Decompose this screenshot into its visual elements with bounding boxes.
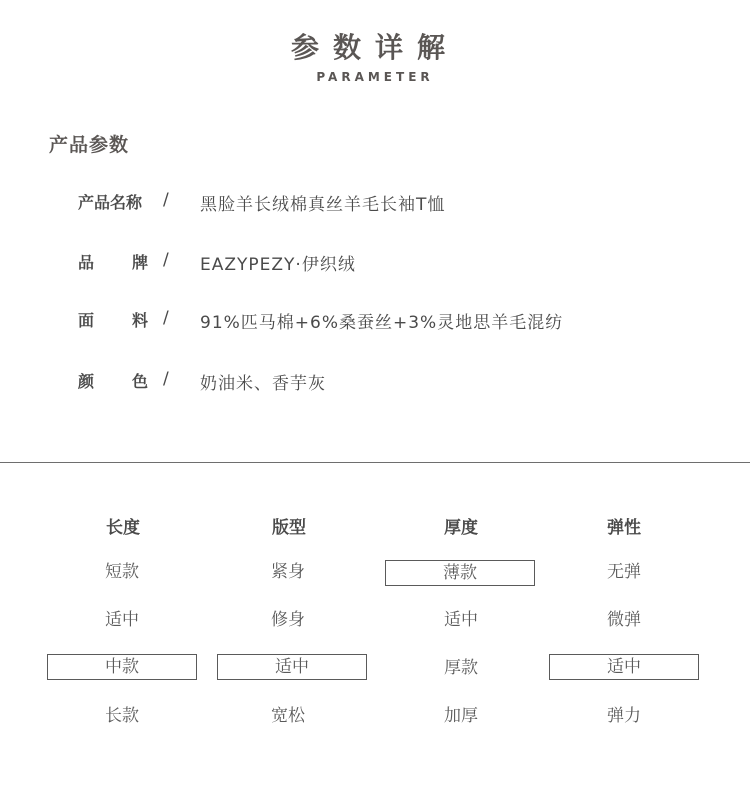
attr-option-selected: 适中 xyxy=(217,654,367,680)
attr-option-selected: 适中 xyxy=(549,654,699,680)
param-label-char: 色 xyxy=(131,372,148,391)
page-subtitle: PARAMETER xyxy=(316,70,434,84)
param-slash: / xyxy=(163,369,169,389)
param-label-char: 牌 xyxy=(131,253,148,272)
param-label-char: 品 xyxy=(78,253,95,272)
attr-option-selected: 中款 xyxy=(47,654,197,680)
attr-heading-thickness: 厚度 xyxy=(444,518,478,538)
attr-option: 短款 xyxy=(105,562,139,582)
param-row-brand xyxy=(0,250,750,278)
param-value: 黑脸羊长绒棉真丝羊毛长袖T恤 xyxy=(200,195,446,215)
param-row-fabric xyxy=(0,308,750,336)
attr-option: 宽松 xyxy=(271,706,305,726)
param-value: 91%匹马棉+6%桑蚕丝+3%灵地思羊毛混纺 xyxy=(200,313,564,333)
param-label-char: 面 xyxy=(78,311,95,330)
attr-heading-fit: 版型 xyxy=(272,518,306,538)
page-title: 参数详解 xyxy=(290,31,459,64)
attr-option: 紧身 xyxy=(271,562,305,582)
attr-option: 厚款 xyxy=(444,658,478,678)
param-value: EAZYPEZY·伊织绒 xyxy=(200,255,356,275)
attr-option: 适中 xyxy=(105,610,139,630)
attr-option: 微弹 xyxy=(607,610,641,630)
attr-option-selected: 薄款 xyxy=(385,560,535,586)
param-label xyxy=(78,308,148,331)
section-divider xyxy=(0,462,750,463)
param-slash: / xyxy=(163,190,169,210)
param-slash: / xyxy=(163,250,169,270)
section-heading: 产品参数 xyxy=(49,134,130,156)
param-label xyxy=(78,190,148,213)
param-label-char: 料 xyxy=(131,311,148,330)
attr-option: 加厚 xyxy=(444,706,478,726)
param-label-text: 产品名称 xyxy=(78,193,143,212)
attr-option: 无弹 xyxy=(607,562,641,582)
attr-option: 弹力 xyxy=(607,706,641,726)
param-label xyxy=(78,369,148,392)
attr-option: 修身 xyxy=(271,610,305,630)
param-row-name xyxy=(0,190,750,218)
attr-option: 长款 xyxy=(105,706,139,726)
attr-heading-length: 长度 xyxy=(106,518,140,538)
param-label-char: 颜 xyxy=(78,372,95,391)
param-label xyxy=(78,250,148,273)
attr-option: 适中 xyxy=(444,610,478,630)
attr-heading-elasticity: 弹性 xyxy=(607,518,641,538)
param-slash: / xyxy=(163,308,169,328)
param-row-color xyxy=(0,369,750,397)
param-value: 奶油米、香芋灰 xyxy=(200,374,326,394)
